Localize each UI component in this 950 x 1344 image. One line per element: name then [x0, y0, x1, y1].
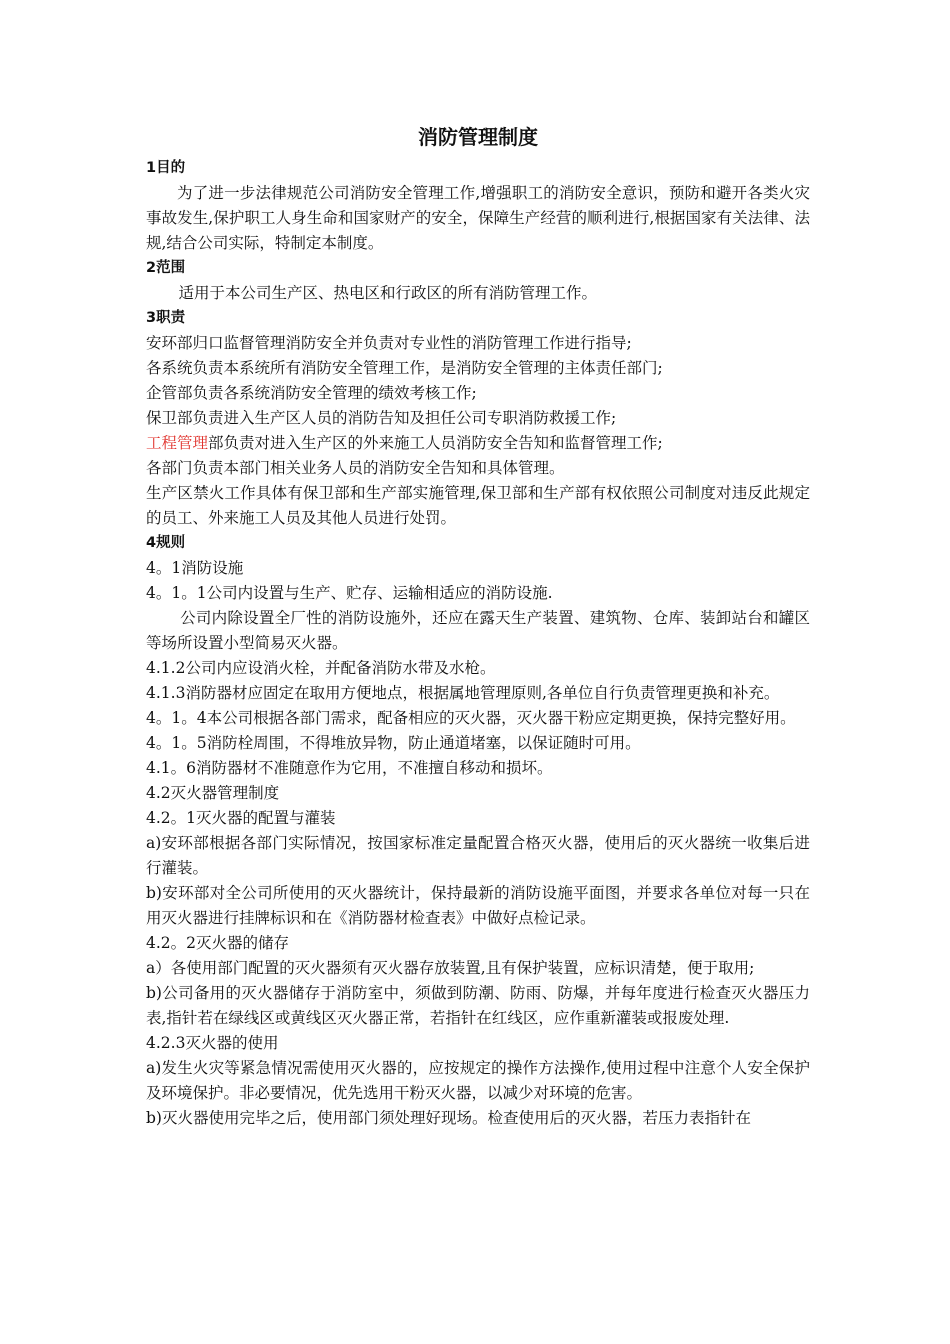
duty-line: 各系统负责本系统所有消防安全管理工作，是消防安全管理的主体责任部门;	[146, 359, 663, 377]
rule-4-2: 4.2灭火器管理制度	[146, 784, 280, 802]
duty-line: 安环部归口监督管理消防安全并负责对专业性的消防管理工作进行指导;	[146, 334, 632, 352]
rule-4-1-6: 4.1。6消防器材不准随意作为它用，不准擅自移动和损坏。	[146, 759, 553, 777]
highlighted-dept: 工程管理	[146, 434, 209, 452]
duty-line-engineering	[146, 431, 810, 456]
purpose-text: 为了进一步法律规范公司消防安全管理工作,增强职工的消防安全意识，预防和避开各类火灾事故发生,保护职工人身生命和国家财产的安全，保障生产经营的顺利进行,根据国家有关法律、法规,结合公司实际，特制定本制度。	[146, 184, 810, 252]
rule-4-2-3-b: b)灭火器使用完毕之后，使用部门须处理好现场。检查使用后的灭火器，若压力表指针在	[146, 1109, 751, 1127]
duty-line: 各部门负责本部门相关业务人员的消防安全告知和具体管理。	[146, 459, 565, 477]
rule-4-2-1-b: b)安环部对全公司所使用的灭火器统计，保持最新的消防设施平面图，并要求各单位对每一只在用灭火器进行挂牌标识和在《消防器材检查表》中做好点检记录。	[146, 884, 810, 927]
rule-4-2-3: 4.2.3灭火器的使用	[146, 1034, 279, 1052]
rule-4-1-2: 4.1.2公司内应设消火栓，并配备消防水带及水枪。	[146, 659, 496, 677]
rule-4-2-2-a: a）各使用部门配置的灭火器须有灭火器存放装置,且有保护装置，应标识清楚，便于取用;	[146, 959, 755, 977]
duty-line: 企管部负责各系统消防安全管理的绩效考核工作;	[146, 384, 477, 402]
rule-4-2-2: 4.2。2灭火器的储存	[146, 934, 290, 952]
rule-4-1-1: 4。1。1公司内设置与生产、贮存、运输相适应的消防设施.	[146, 584, 553, 602]
rule-4-2-1: 4.2。1灭火器的配置与灌装	[146, 809, 336, 827]
rule-4-2-1-a: a)安环部根据各部门实际情况，按国家标准定量配置合格灭火器，使用后的灭火器统一收集后进行灌装。	[146, 834, 810, 877]
rule-4-1-1-detail: 公司内除设置全厂性的消防设施外，还应在露天生产装置、建筑物、仓库、装卸站台和罐区等场所设置小型简易灭火器。	[146, 609, 810, 652]
heading-purpose: 1目的	[146, 160, 186, 176]
duty-line: 生产区禁火工作具体有保卫部和生产部实施管理,保卫部和生产部有权依照公司制度对违反此规定的员工、外来施工人员及其他人员进行处罚。	[146, 484, 810, 527]
page-title: 消防管理制度	[418, 125, 538, 149]
heading-scope: 2范围	[146, 260, 186, 276]
rule-4-2-3-a: a)发生火灾等紧急情况需使用灭火器的，应按规定的操作方法操作,使用过程中注意个人安全保护及环境保护。非必要情况，优先选用干粉灭火器，以减少对环境的危害。	[146, 1059, 810, 1102]
duty-line-rest: 部负责对进入生产区的外来施工人员消防安全告知和监督管理工作;	[208, 434, 663, 452]
rule-4-1-5: 4。1。5消防栓周围，不得堆放异物，防止通道堵塞，以保证随时可用。	[146, 734, 641, 752]
heading-rules: 4规则	[146, 535, 186, 551]
rule-4-1-4: 4。1。4本公司根据各部门需求，配备相应的灭火器，灭火器干粉应定期更换，保持完整好用。	[146, 709, 796, 727]
scope-text: 适用于本公司生产区、热电区和行政区的所有消防管理工作。	[178, 284, 598, 302]
rule-4-1-3: 4.1.3消防器材应固定在取用方便地点，根据属地管理原则,各单位自行负责管理更换和补充。	[146, 684, 780, 702]
duty-line: 保卫部负责进入生产区人员的消防告知及担任公司专职消防救援工作;	[146, 409, 617, 427]
rule-4-1: 4。1消防设施	[146, 559, 244, 577]
document-body	[146, 122, 810, 1131]
heading-duty: 3职责	[146, 310, 186, 326]
rule-4-2-2-b: b)公司备用的灭火器储存于消防室中，须做到防潮、防雨、防爆，并每年度进行检查灭火器压力表,指针若在绿线区或黄线区灭火器正常，若指针在红线区，应作重新灌装或报废处理.	[146, 984, 810, 1027]
